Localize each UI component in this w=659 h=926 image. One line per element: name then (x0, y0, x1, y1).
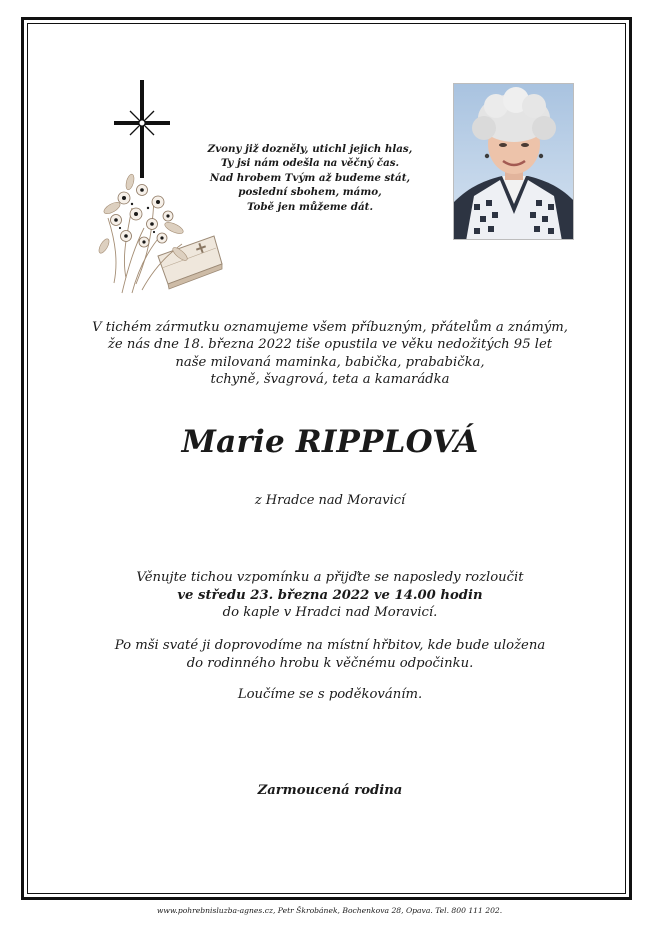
deceased-portrait-photo (453, 83, 574, 240)
hometown: z Hradce nad Moravicí (254, 493, 406, 508)
funeral-location: do kaple v Hradci nad Moravicí. (222, 605, 438, 621)
poem-line: Tobě jen můžeme dát. (246, 200, 374, 213)
prayer-book-icon (158, 236, 222, 289)
poem-line: Ty jsi nám odešla na věčný čas. (220, 157, 400, 170)
announcement-line: tchyně, švagrová, teta a kamarádka (210, 372, 450, 388)
cross-icon (114, 80, 170, 178)
funeral-details (60, 569, 600, 622)
announcement-line: že nás dne 18. března 2022 tiše opustila ve věku nedožitých 95 let (107, 337, 553, 353)
funeral-service-footer: www.pohrebnisluzba-agnes.cz, Petr Škrobánek, Bochenkova 28, Opava. Tel. 800 111 202. (156, 906, 503, 915)
deceased-name: Marie RIPPLOVÁ (181, 424, 479, 460)
burial-line: Po mši svaté ji doprovodíme na místní hřbitov, kde bude uložena (114, 638, 546, 653)
family-signature: Zarmoucená rodina (257, 783, 403, 798)
funeral-invitation: Věnujte tichou vzpomínku a přijďte se naposledy rozloučit (136, 570, 524, 585)
announcement-text (60, 319, 600, 389)
poem-verse (180, 142, 440, 214)
announcement-line: naše milovaná maminka, babička, prababička, (175, 354, 485, 370)
announcement-line: V tichém zármutku oznamujeme všem příbuzným, přátelům a známým, (92, 320, 568, 335)
burial-details (60, 637, 600, 672)
poem-line: Nad hrobem Tvým až budeme stát, (209, 171, 411, 184)
thanks-line: Loučíme se s poděkováním. (237, 687, 423, 702)
poem-line: poslední sbohem, mámo, (238, 186, 382, 199)
poem-line: Zvony již dozněly, utichl jejich hlas, (207, 143, 413, 155)
funeral-date-time: ve středu 23. března 2022 ve 14.00 hodin (177, 587, 483, 603)
burial-line: do rodinného hrobu k věčnému odpočinku. (186, 655, 474, 671)
